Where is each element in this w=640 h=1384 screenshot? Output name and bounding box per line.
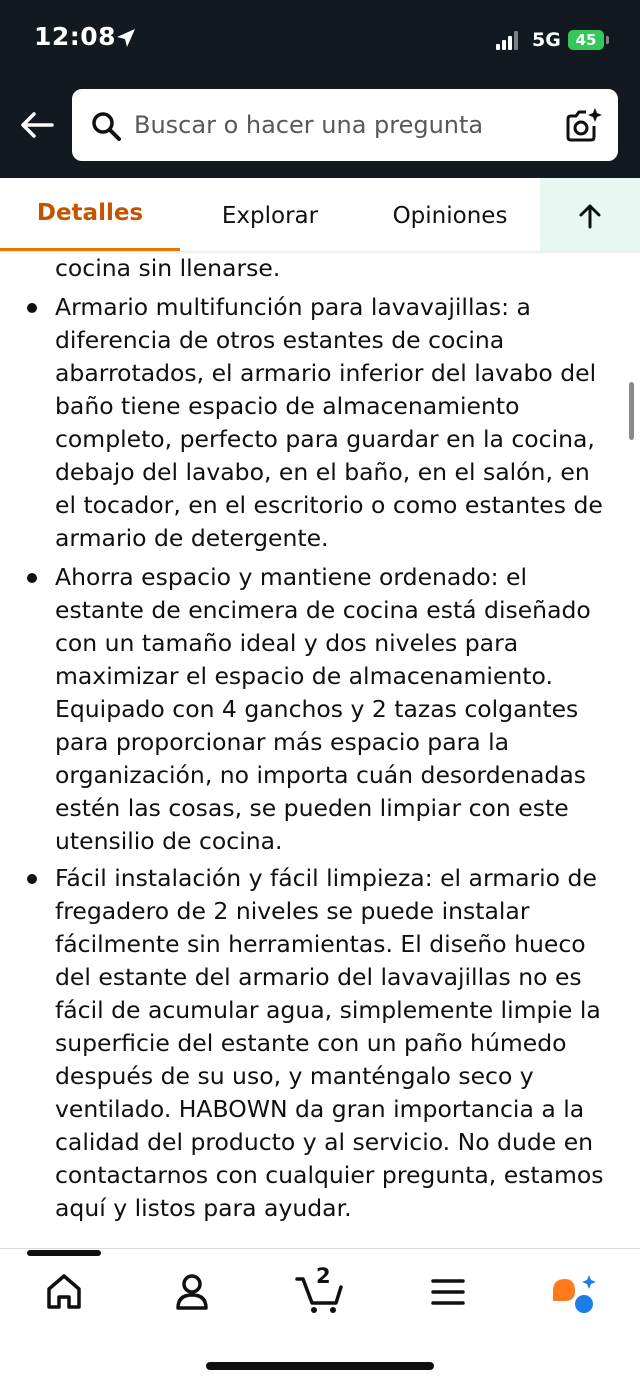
search-icon (90, 110, 122, 142)
scrollbar[interactable] (629, 382, 634, 440)
home-indicator (206, 1362, 434, 1370)
back-arrow-icon[interactable] (18, 106, 56, 144)
nav-rufus[interactable] (547, 1267, 607, 1317)
feature-bullet-3: Fácil instalación y fácil limpieza: el armario de fregadero de 2 niveles se puede instalar fácilmente sin herramientas. El diseño hueco del estante del armario del lavavajillas no es fácil de acumular agua, simplemente limpie la superficie del estante con un paño húmedo después de su uso, y manténgalo seco y ventilado. HABOWN da gran importancia a la calidad del producto y al servicio. No dude en contactarnos con cualquier pregunta, estamos aquí y listos para ayudar. (55, 864, 604, 1222)
partial-line: cocina sin llenarse. (55, 254, 281, 282)
feature-bullet-1: Armario multifunción para lavavajillas: a diferencia de otros estantes de cocina abarrotados, el armario inferior del lavabo del baño tiene espacio de almacenamiento completo, perfecto para guardar en la cocina, debajo del lavabo, en el baño, en el salón, en el tocador, en el escritorio o como estantes de armario de detergente. (55, 293, 603, 552)
battery-tip (606, 36, 609, 44)
nav-home[interactable] (34, 1267, 94, 1317)
menu-icon (418, 1267, 478, 1317)
tab-detalles[interactable]: Detalles (36, 200, 144, 226)
arrow-up-icon (577, 203, 603, 229)
bullet-dot (27, 874, 37, 884)
bottom-nav (0, 1248, 640, 1384)
home-icon (34, 1267, 94, 1317)
bullet-dot (27, 303, 37, 313)
battery-icon (568, 30, 604, 50)
nav-cart[interactable] (291, 1264, 351, 1317)
nav-menu[interactable] (418, 1267, 478, 1317)
camera-search-icon[interactable] (564, 106, 604, 146)
nav-account[interactable] (162, 1267, 222, 1317)
app-header (0, 0, 640, 178)
section-tabs (0, 178, 640, 254)
search-input[interactable] (134, 102, 544, 148)
status-time: 12:08 (34, 22, 117, 51)
tab-opiniones[interactable]: Opiniones (392, 203, 508, 229)
scroll-to-top-button[interactable] (540, 178, 640, 254)
location-arrow-icon (115, 27, 137, 49)
scroll-thumb-indicator (27, 1250, 101, 1256)
cellular-signal-icon (496, 30, 522, 50)
cart-count: 2 (316, 1264, 331, 1288)
account-icon (162, 1267, 222, 1317)
tab-explorar[interactable]: Explorar (221, 203, 319, 229)
network-type: 5G (532, 29, 561, 51)
battery-level: 45 (575, 31, 597, 49)
product-details (0, 254, 640, 1248)
feature-bullet-2: Ahorra espacio y mantiene ordenado: el estante de encimera de cocina está diseñado con un tamaño ideal y dos niveles para maximizar el espacio de almacenamiento. Equipado con 4 ganchos y 2 tazas colgantes para proporcionar más espacio para la organización, no importa cuán desordenadas estén las cosas, se pueden limpiar con este utensilio de cocina. (55, 563, 591, 855)
bullet-dot (27, 573, 37, 583)
search-bar[interactable] (72, 89, 618, 161)
rufus-ai-icon (547, 1267, 607, 1317)
